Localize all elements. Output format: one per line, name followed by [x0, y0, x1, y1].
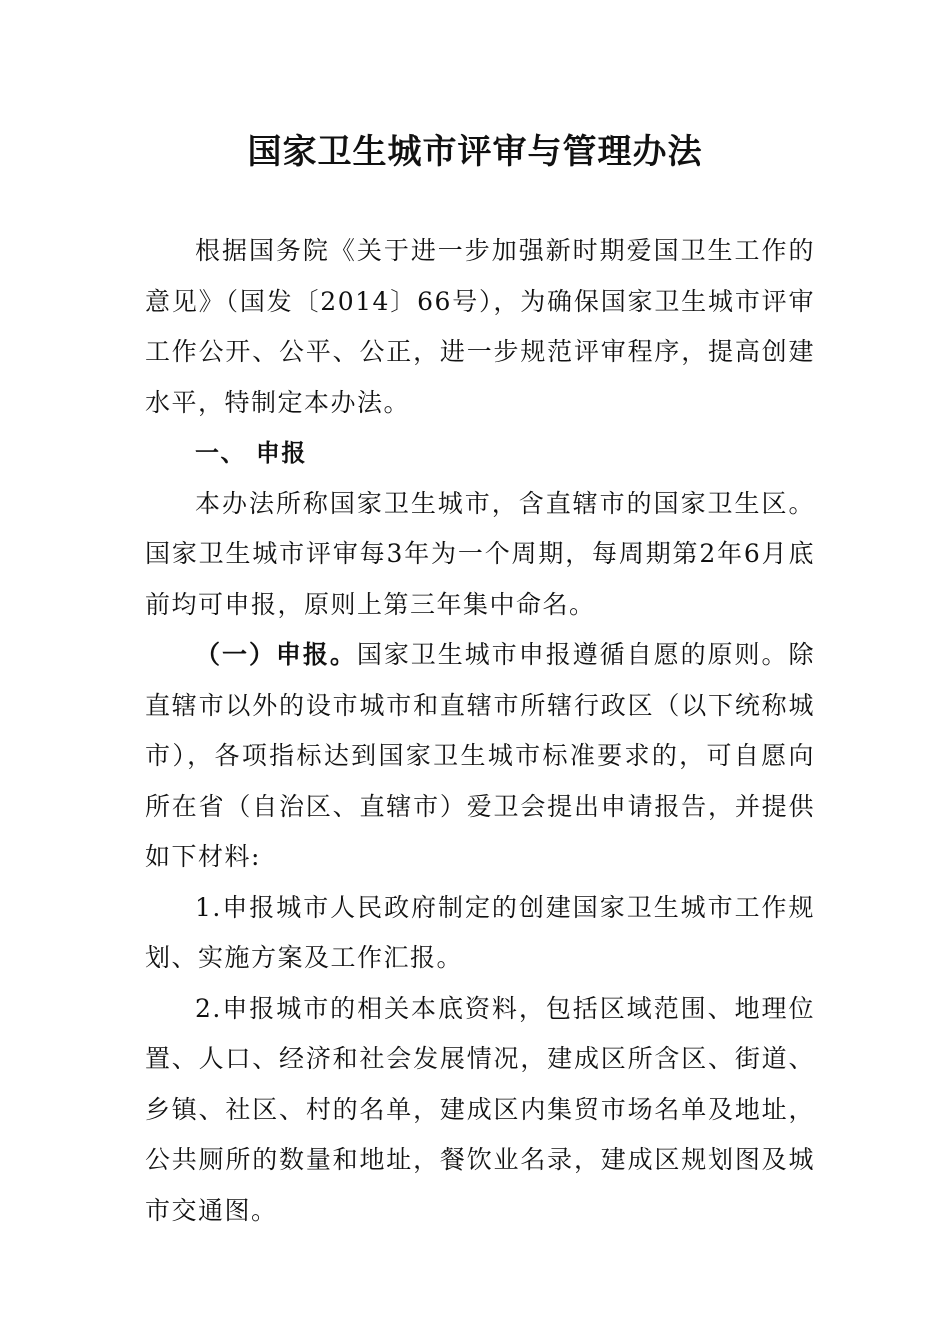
subsection-text: 国家卫生城市申报遵循自愿的原则。除直辖市以外的设市城市和直辖市所辖行政区（以下统称城市），各项指标达到国家卫生城市标准要求的，可自愿向所在省（自治区、直辖市）爱卫会提出申请报告，并提供如下材料: — [145, 640, 815, 871]
document-body — [145, 226, 815, 1236]
list-item-1: 1.申报城市人民政府制定的创建国家卫生城市工作规划、实施方案及工作汇报。 — [145, 892, 815, 972]
list-item-2: 2.申报城市的相关本底资料，包括区域范围、地理位置、人口、经济和社会发展情况，建成区所含区、街道、乡镇、社区、村的名单，建成区内集贸市场名单及地址，公共厕所的数量和地址，餐饮业名录，建成区规划图及城市交通图。 — [145, 993, 815, 1225]
document-title: 国家卫生城市评审与管理办法 — [247, 132, 703, 172]
section-heading-application: 一、 申报 — [195, 439, 307, 467]
section-paragraph-definition: 本办法所称国家卫生城市，含直辖市的国家卫生区。国家卫生城市评审每3年为一个周期，每周期第2年6月底前均可申报，原则上第三年集中命名。 — [145, 488, 815, 619]
intro-paragraph: 根据国务院《关于进一步加强新时期爱国卫生工作的意见》（国发〔2014〕66号），为确保国家卫生城市评审工作公开、公平、公正，进一步规范评审程序，提高创建水平，特制定本办法。 — [145, 236, 815, 417]
subsection-lead: （一）申报。 — [195, 640, 357, 669]
subsection-paragraph-application — [145, 630, 815, 883]
